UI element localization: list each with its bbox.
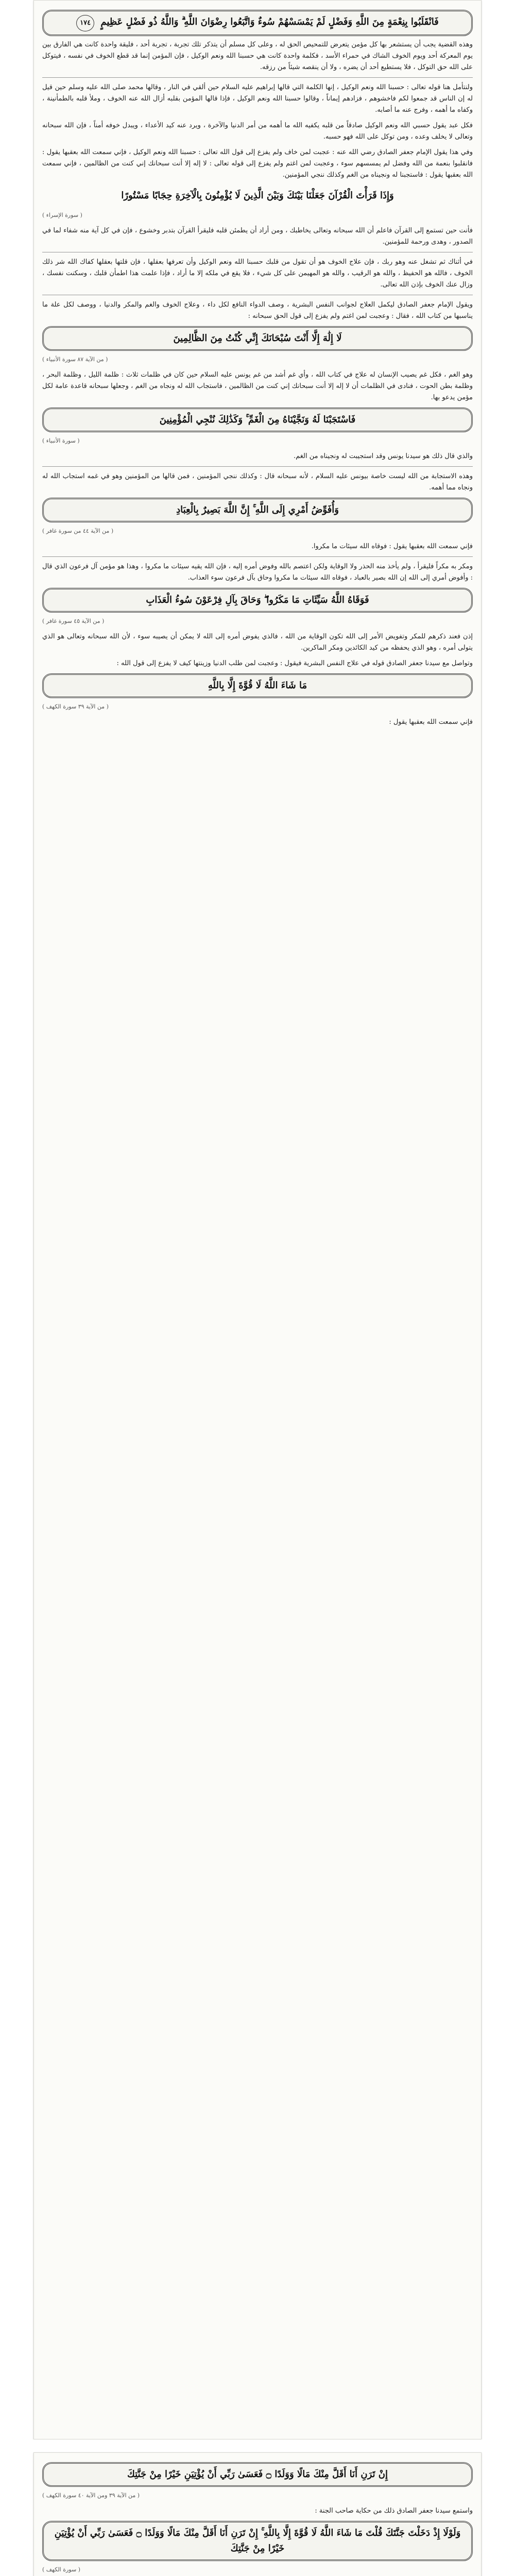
paragraph: إذن فعند ذكرهم للمكر وتفويض الأمر إلى الله تكون الوقاية من الله ، فالذي يفوض أمره إلى الله لا يمكن أن يصيبه سوء ، لأن الله سبحانه وتعالى هو الذي يتولى أمره ، وهو الذي يحفظه من كيد الكائدين ومكر الماكرين. — [42, 633, 473, 652]
paragraph: وهذه الاستجابة من الله ليست خاصة بيونس عليه السلام ، لأنه سبحانه قال : وكذلك ننجي المؤمنين ، فمن قالها من المؤمنين وهو في غمه استجاب الله له ونجاه مما أهمه. — [42, 472, 473, 492]
text-panel-top — [33, 0, 482, 2439]
quran-verse: فَاسْتَجَبْنَا لَهُ وَنَجَّيْنَاهُ مِنَ الْغَمِّ ۚ وَكَذَٰلِكَ نُنْجِي الْمُؤْمِنِينَ — [42, 408, 473, 432]
verse-reference: ( سورة الكهف ) — [42, 2566, 80, 2573]
verse-reference: ( سورة الأنبياء ) — [42, 437, 80, 444]
paragraph: فإني سمعت الله بعقبها يقول : فوقاه الله سيئات ما مكروا. — [311, 543, 473, 550]
verse-reference: ( من الآية ٤٥ سورة غافر ) — [42, 618, 105, 624]
quran-verse: وَإِذَا قَرَأْتَ الْقُرْآنَ جَعَلْنَا بَيْنَكَ وَبَيْنَ الَّذِينَ لَا يُؤْمِنُونَ بِالْآخِرَةِ حِجَابًا مَسْتُورًا — [121, 190, 394, 201]
paragraph: ولنتأمل هنا قوله تعالى : حسبنا الله ونعم الوكيل ، إنها الكلمة التي قالها إبراهيم عليه السلام حين ألقي في النار ، وقالها محمد صلى الله عليه وسلم حين قيل له إن الناس قد جمعوا لكم فاخشوهم ، فزادهم إيماناً ، وقالوا حسبنا الله ونعم الوكيل ، فإذا قالها المؤمن بقلبه أزال الله عنه الخوف ، وملأ قلبه بالطمأنينة ، وكفاه ما أهمه ، وفرج عنه ما أصابه. — [42, 83, 473, 114]
paragraph: فإني سمعت الله بعقبها يقول : — [389, 718, 473, 726]
paragraph: وهذه القضية يجب أن يستشعر بها كل مؤمن يتعرض للتمحيص الحق له ، وعلى كل مسلم أن يتذكر تلك تجربة ، تجربة أحد ، فليقة واحدة كانت هي الفارق بين يوم المعركة أحد ويوم الخوف الشاك في حمراء الأسد ، فكلمة واحدة كانت هي حسبنا الله ونعم الوكيل ، فإن المؤمن إنما قد قطع الخوف في نفسه ، فيتوكل على الله حق التوكل ، فلا يستطيع أحد أن يضره ، ولا أن ينقصه شيئاً من رزقه. — [42, 41, 473, 71]
quran-verse: فَوَقَاهُ اللَّهُ سَيِّئَاتِ مَا مَكَرُوا ۖ وَحَاقَ بِآلِ فِرْعَوْنَ سُوءُ الْعَذَابِ — [42, 588, 473, 613]
verse-reference: ( من الآية ٣٩ ومن الآية ٤٠ سورة الكهف ) — [42, 2492, 140, 2499]
quran-verse: وَأُفَوِّضُ أَمْرِي إِلَى اللَّهِ ۚ إِنَّ اللَّهَ بَصِيرٌ بِالْعِبَادِ — [42, 498, 473, 522]
paragraph: وتواصل مع سيدنا جعفر الصادق قوله في علاج النفس البشرية فيقول : وعجبت لمن طلب الدنيا وزينتها كيف لا يفزع إلى قول الله : — [116, 659, 473, 667]
paragraph: والذي قال ذلك هو سيدنا يونس وقد استجيبت له ونجيناه من الغم. — [293, 452, 473, 460]
verse-reference: ( من الآية ٣٩ سورة الكهف ) — [42, 703, 109, 710]
paragraph: وفي هذا يقول الإمام جعفر الصادق رضي الله عنه : عجبت لمن خاف ولم يفزع إلى قول الله تعالى : حسبنا الله ونعم الوكيل ، فإني سمعت الله بعقبها يقول : فانقلبوا بنعمة من الله وفضل لم يمسسهم سوء ، وعجبت لمن اغتم ولم يفزع إلى قوله تعالى : لا إله إلا أنت سبحانك إني كنت من الظالمين ، فإني سمعت الله بعقبها يقول : فاستجبنا له ونجيناه من الغم وكذلك ننجي المؤمنين. — [42, 148, 473, 179]
paragraph: ويقول الإمام جعفر الصادق ليكمل العلاج لجوانب النفس البشرية ، وصف الدواء النافع لكل داء ، وعلاج الخوف والغم والمكر والدنيا ، ووصف لكل علة ما يناسبها من كتاب الله ، فقال : وعجبت لمن اغتم ولم يفزع إلى قول الحق سبحانه : — [42, 301, 473, 320]
verse-text: فَانْقَلَبُوا بِنِعْمَةٍ مِنَ اللَّهِ وَفَضْلٍ لَمْ يَمْسَسْهُمْ سُوءٌ وَاتَّبَعُوا رِضْوَانَ اللَّهِ ۗ وَاللَّهُ ذُو فَضْلٍ عَظِيمٍ — [100, 16, 439, 27]
quran-verse: مَا شَاءَ اللَّهُ لَا قُوَّةَ إِلَّا بِاللَّهِ — [42, 673, 473, 698]
ayah-number-marker: ١٧٤ — [76, 15, 94, 31]
text-panel-bottom — [33, 2452, 482, 2576]
verse-reference: ( من الآية ٨٧ سورة الأنبياء ) — [42, 356, 108, 363]
page-gap — [0, 2439, 515, 2452]
verse-reference: ( سورة الإسراء ) — [42, 212, 82, 218]
paragraph: فكل عبد يقول حسبي الله ونعم الوكيل صادقاً من قلبه يكفيه الله ما أهمه من أمر الدنيا والآخرة ، ويرد عنه كيد الأعداء ، ويبدل خوفه أمناً ، فإن الله سبحانه وتعالى لا يخلف وعده ، ومن توكل على الله فهو حسبه. — [42, 122, 473, 141]
quran-verse: لَا إِلَٰهَ إِلَّا أَنْتَ سُبْحَانَكَ إِنِّي كُنْتُ مِنَ الظَّالِمِينَ — [42, 326, 473, 351]
quran-verse: وَلَوْلَا إِذْ دَخَلْتَ جَنَّتَكَ قُلْتَ مَا شَاءَ اللَّهُ لَا قُوَّةَ إِلَّا بِاللَّهِ ۚ إِنْ تَرَنِ أَنَا أَقَلَّ مِنْكَ مَالًا وَوَلَدًا ۝ فَعَسَىٰ رَبِّي أَنْ يُؤْتِيَنِ خَيْرًا مِنْ جَنَّتِكَ — [42, 2521, 473, 2561]
verse-reference: ( من الآية ٤٤ من سورة غافر ) — [42, 528, 114, 534]
paragraph: وهو الغم ، فكل غم يصيب الإنسان له علاج في كتاب الله ، وأي غم أشد من غم يونس عليه السلام حين كان في ظلمات ثلاث : ظلمة الليل ، وظلمة البحر ، وظلمة بطن الحوت ، فنادى في الظلمات أن لا إله إلا أنت سبحانك إني كنت من الظالمين ، فاستجاب الله له ونجاه من الغم ، وجعلها سبحانه قاعدة عامة لكل مؤمن يدعو بها. — [42, 371, 473, 401]
section-divider — [42, 77, 473, 78]
section-divider — [42, 466, 473, 467]
section-divider — [42, 556, 473, 557]
paragraph: فأنت حين تستمع إلى القرآن فاعلم أن الله سبحانه وتعالى يخاطبك ، ومن أراد أن يطمئن قلبه فليقرأ القرآن بتدبر وخشوع ، فإن في كل آية منه شفاء لما في الصدور ، وهدى ورحمة للمؤمنين. — [42, 227, 473, 246]
quran-verse-header — [42, 10, 473, 36]
paragraph: في أثناك ثم تشغل عنه وهو ربك ، فإن علاج الخوف هو أن تقول من قلبك حسبنا الله ونعم الوكيل وأن تعرفها بعقلها ، فإن قلتها بعقلها كفاك الله شر ذلك الخوف ، فالله هو الحفيظ ، والله هو الرقيب ، والله هو المهيمن على كل شيء ، فلا يقع في ملكه إلا ما أراد ، فإذا علمت هذا اطمأن قلبك ، وسكنت نفسك ، وزال عنك الخوف بإذن الله تعالى. — [42, 258, 473, 289]
paragraph: واستمع سيدنا جعفر الصادق ذلك من حكاية صاحب الجنة : — [315, 2507, 473, 2515]
paragraph: ومكر به مكراً فليقرأ ، ولم يأخذ منه الحذر ولا الوقاية ولكن اعتصم بالله وفوض أمره إليه ، فإن الله يقيه سيئات ما مكروا ، وهذا هو مؤمن آل فرعون الذي قال : وأفوض أمري إلى الله إن الله بصير بالعباد ، فوقاه الله سيئات ما مكروا وحاق بآل فرعون سوء العذاب. — [42, 563, 473, 582]
quran-verse: إِنْ تَرَنِ أَنَا أَقَلَّ مِنْكَ مَالًا وَوَلَدًا ۝ فَعَسَىٰ رَبِّي أَنْ يُؤْتِيَنِ خَيْرًا مِنْ جَنَّتِكَ — [42, 2462, 473, 2487]
